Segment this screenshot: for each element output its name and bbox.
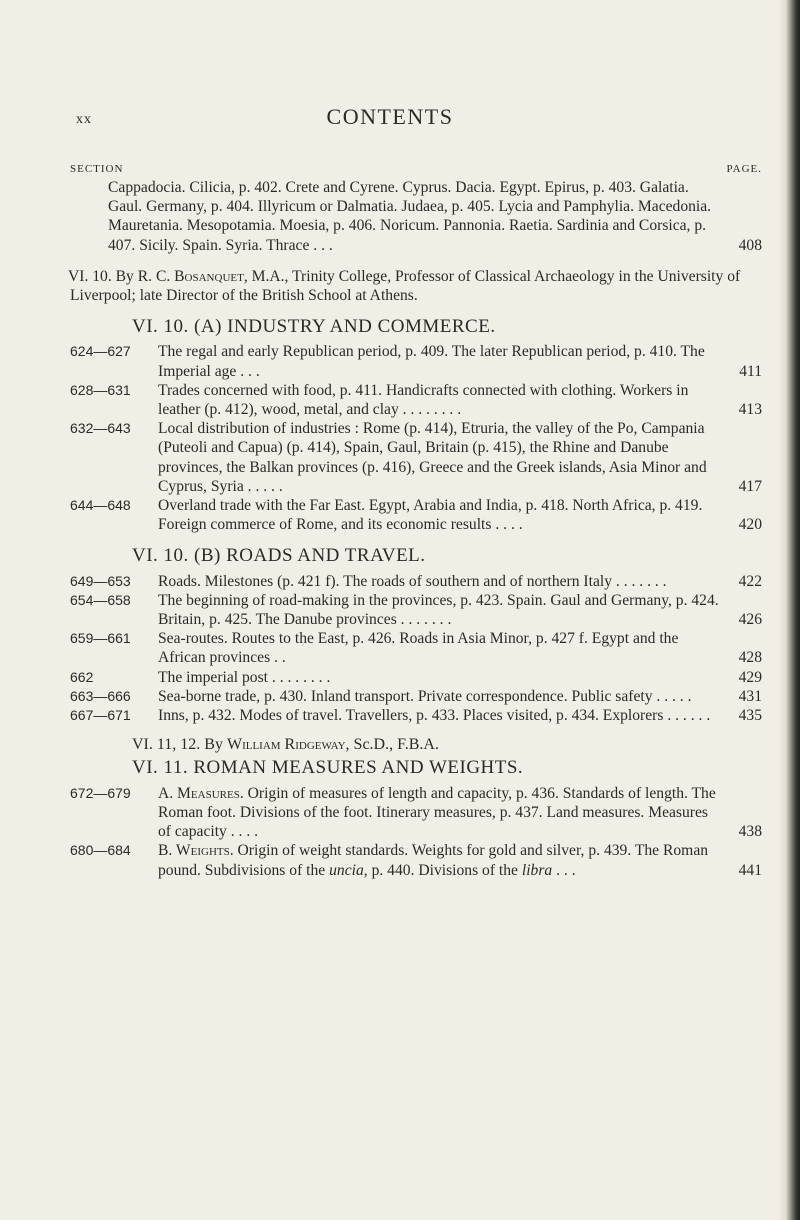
entry-description: The regal and early Republican period, p. 409. The later Republican period, p. 410. The Imperial age . . .: [158, 343, 705, 380]
entry-number: 659—661: [70, 630, 131, 647]
entry-page: 420: [738, 516, 762, 534]
page-folio: xx: [76, 112, 92, 127]
entry-page: 431: [738, 687, 762, 705]
entry-page: 408: [738, 236, 762, 254]
author-name: William Ridgeway: [226, 736, 346, 754]
section-heading-industry: VI. 10. (A) INDUSTRY AND COMMERCE.: [132, 316, 496, 338]
entry-description: Trades concerned with food, p. 411. Handicrafts connected with clothing. Workers in leather (p. 412), wood, metal, and clay . . . . . . . .: [158, 381, 689, 419]
entry-number: 667—671: [70, 707, 131, 724]
list-item: [70, 419, 762, 496]
list-item: [70, 591, 762, 629]
continued-entry: [70, 178, 762, 255]
list-item: [70, 687, 762, 706]
author-name: R. C. Bosanquet: [137, 267, 244, 285]
entry-number: 663—666: [70, 687, 131, 704]
entry-number: 680—684: [70, 842, 131, 859]
entry-number: 624—627: [70, 343, 131, 360]
list-item: [70, 841, 762, 879]
entry-page: 413: [738, 401, 762, 419]
entry-number: 649—653: [70, 572, 131, 589]
entry-description: Sea-borne trade, p. 430. Inland transport. Private correspondence. Public safety . . . . .: [158, 687, 692, 705]
entry-text: Origin of measures of length and capacity, p. 436. Standards of length. The Roman foot. Divisions of the foot. Itinerary measures, p. 437. Land measures. Measures of capacity . . . .: [158, 784, 716, 841]
entry-label: B. Weights.: [158, 842, 234, 860]
entry-description: Overland trade with the Far East. Egypt, Arabia and India, p. 418. North Africa, p. 419. Foreign commerce of Rome, and its economic results . . . .: [158, 497, 703, 534]
list-item: [70, 572, 762, 591]
entry-number: 672—679: [70, 784, 131, 801]
entry-page: 426: [738, 611, 762, 629]
entry-text: . . .: [552, 861, 576, 879]
author-lead: VI. 10. By: [68, 267, 134, 285]
entry-number: 654—658: [70, 591, 131, 608]
section-heading-roads: VI. 10. (B) ROADS AND TRAVEL.: [132, 545, 426, 567]
entry-text: Origin of weight standards. Weights for gold and silver, p. 439. The Roman pound. Subdivisions of the: [158, 842, 709, 879]
entry-page: 429: [738, 668, 762, 686]
running-title: CONTENTS: [326, 104, 454, 129]
entry-page: 417: [738, 477, 762, 495]
entry-number: 628—631: [70, 381, 131, 398]
entry-description: Inns, p. 432. Modes of travel. Travellers, p. 433. Places visited, p. 434. Explorers . . . . . .: [158, 707, 711, 725]
entry-italic: uncia: [329, 861, 364, 879]
section-heading-measures: VI. 11. ROMAN MEASURES AND WEIGHTS.: [132, 757, 524, 779]
author-credit-ridgeway: [132, 735, 762, 754]
entry-page: 428: [738, 649, 762, 667]
entry-description: [158, 784, 722, 842]
list-item: [70, 668, 762, 687]
author-lead: VI. 11, 12. By: [132, 736, 223, 754]
entry-text: , p. 440. Divisions of the: [363, 861, 518, 879]
list-item: [70, 342, 762, 380]
entry-description: [158, 841, 722, 879]
page-column-label: PAGE.: [726, 163, 762, 175]
entry-page: 422: [738, 572, 762, 590]
author-details: , M.A., Trinity College, Professor of Classical Archaeology in the University of Liverpool; late Director of the British School at Athens.: [70, 267, 741, 305]
entry-description: Sea-routes. Routes to the East, p. 426. Roads in Asia Minor, p. 427 f. Egypt and the African provinces . .: [158, 630, 679, 667]
entry-description: The imperial post . . . . . . . .: [158, 668, 331, 686]
running-head: [0, 100, 780, 140]
column-headings: [70, 162, 762, 176]
entry-description: The beginning of road-making in the provinces, p. 423. Spain. Gaul and Germany, p. 424. Britain, p. 425. The Danube provinces . . . . . . .: [158, 591, 719, 629]
contents-body: [70, 162, 762, 880]
list-item: [70, 496, 762, 534]
entry-description: Roads. Milestones (p. 421 f). The roads of southern and of northern Italy . . . . . . .: [158, 572, 667, 590]
section-column-label: SECTION: [70, 163, 124, 175]
entry-number: 662: [70, 668, 94, 685]
author-details: , Sc.D., F.B.A.: [345, 736, 439, 754]
page-edge-shadow: [778, 0, 786, 1220]
entry-italic: libra: [521, 861, 553, 879]
list-item: [70, 706, 762, 725]
entry-description: Local distribution of industries : Rome (p. 414), Etruria, the valley of the Po, Campania (Puteoli and Capua) (p. 414), Spain, Gaul, Britain (p. 415), the Rhine and Danube provinces, the Balkan provinces (p. 416), Greece and the Greek islands, Asia Minor and Cyprus, Syria . . . . .: [158, 420, 707, 495]
entry-page: 438: [738, 823, 762, 841]
list-item: [70, 381, 762, 419]
entry-page: 411: [739, 362, 762, 380]
list-item: [70, 784, 762, 842]
entry-number: 632—643: [70, 420, 131, 437]
entries-measures: [70, 784, 762, 880]
entry-page: 435: [738, 707, 762, 725]
entry-description: Cappadocia. Cilicia, p. 402. Crete and Cyrene. Cyprus. Dacia. Egypt. Epirus, p. 403. Galatia. Gaul. Germany, p. 404. Illyricum or Dalmatia. Judaea, p. 405. Lycia and Pamphylia. Macedonia. Mauretania. Mesopotamia. Moesia, p. 406. Noricum. Pannonia. Raetia. Sardinia and Corsica, p. 407. Sicily. Spain. Syria. Thrace . . .: [108, 179, 712, 254]
author-credit-bosanquet: [70, 267, 762, 305]
entries-industry: [70, 342, 762, 534]
entries-roads: [70, 572, 762, 726]
list-item: [70, 629, 762, 667]
entry-number: 644—648: [70, 497, 131, 514]
entry-label: A. Measures.: [158, 784, 244, 802]
book-page-edge: [786, 0, 800, 1220]
entry-page: 441: [738, 861, 762, 879]
